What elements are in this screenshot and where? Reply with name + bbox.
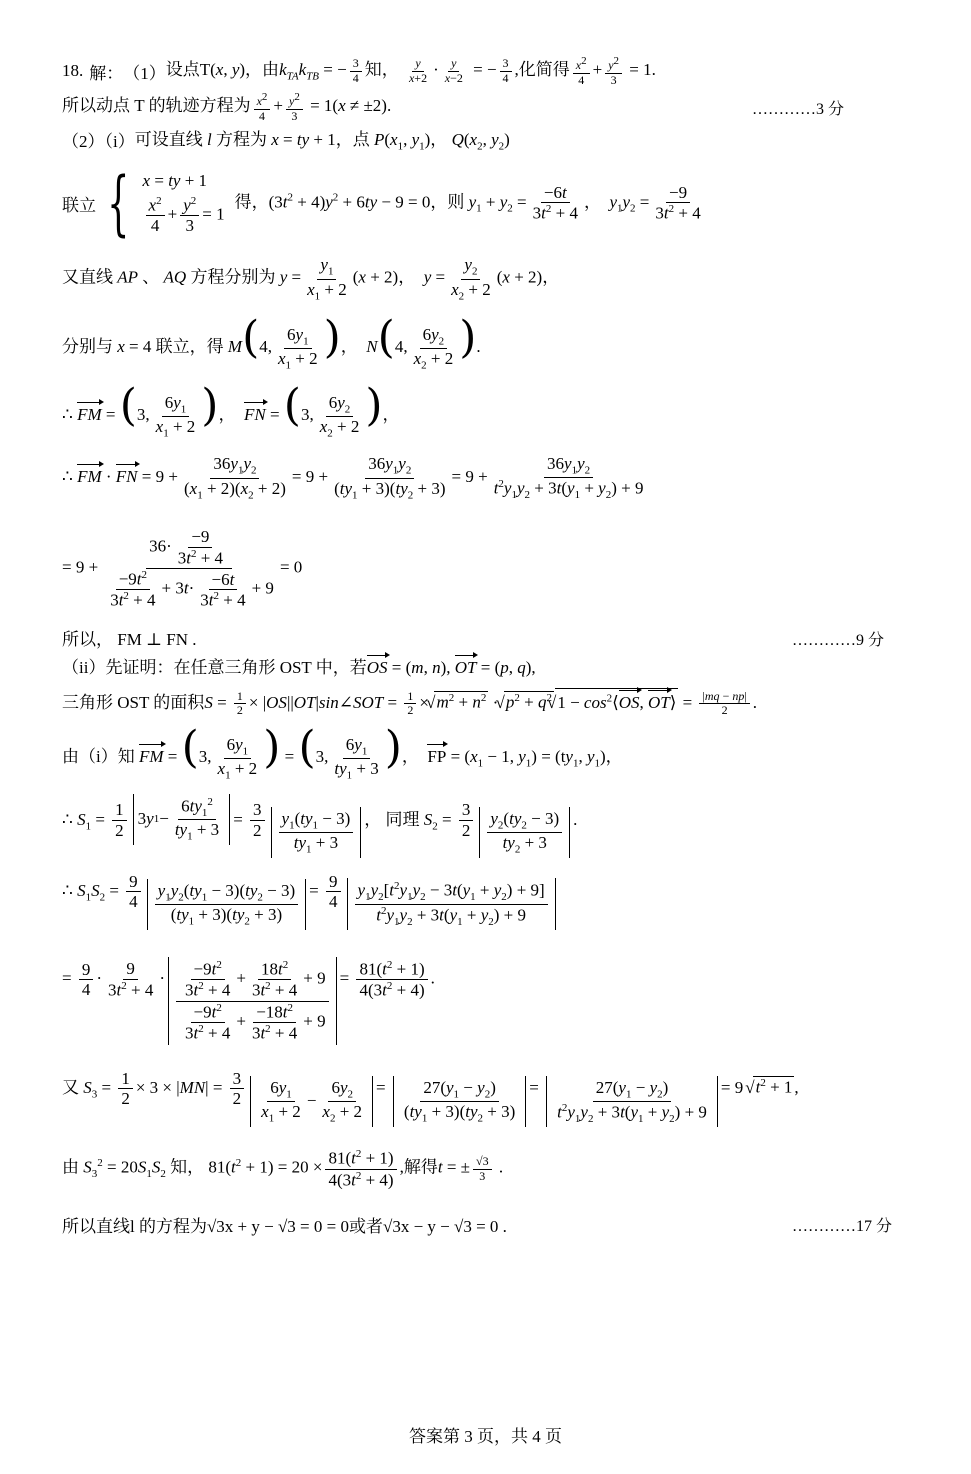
substitution-line: = 9 + 36· $\frac{-9}{3t^2 + 4}$ $\frac{-9t^2}{3t^2 + 4}$ + 3t· $\frac{-6t}{3t^2 + 4}$ + 9 = 0 xyxy=(62,527,303,611)
vectors-line: ∴ FM = (3, $\frac{6y_1}{x_1 + 2}$ )， FN = (3, $\frac{6y_2}{x_2 + 2}$ )， xyxy=(62,380,400,440)
mn-points-line: 分别与 x = 4 联立，得 M(4, $\frac{6y_1}{x_1 + 2}$ )， N(4, $\frac{6y_2}{x_2 + 2}$ ). xyxy=(62,312,481,372)
equation-system: x = ty + 1 $\frac{x^2}{4}$ + $\frac{y^2}{3}$ = 1 xyxy=(142,170,225,235)
s1s2b-line: = $\frac{9}{4}$ · $\frac{9}{3t^2 + 4}$ · $\frac{-9t^2}{3t^2 + 4}$ + $\frac{18t^2}{3t^2 + 4}$ + 9 $\frac{-9t^2}{3t^2 + 4}$ + $\frac{-18t^2}{3t^2 + 4}$ + 9 = $\frac{81(t^2 + 1)}{4(3t^2 + 4)}$ . xyxy=(62,946,435,1056)
from-part-i-line: 由（i）知 FM = (3, $\frac{6y_1}{x_1 + 2}$ ) = (3, $\frac{6y_1}{ty_1 + 3}$ )， FP = ($x_1 - 1$, $y_1) = (ty_1$, $y_1$)， xyxy=(62,722,623,782)
s1s2-line: ∴ $S_1S_2$ = $\frac{9}{4}$ $\frac{y_1y_2(ty_1 - 3)(ty_2 - 3)}{(ty_1 + 3)(ty_2 + 3)}$ = $\frac{9}{4}$ $\frac{y_1y_2[t^2y_1y_2 - 3t(y_1 + y_2) + 9]}{t^2y_1y_2 + 3t(y_1 + y_2) + 9}$ xyxy=(62,866,559,936)
page-footer: 答案第 3 页，共 4 页 xyxy=(409,1427,562,1446)
part1-conclusion: 所以动点 T 的轨迹方程为 $\frac{x^2}{4}$ + $\frac{y^2}{3}$ = 1(x ≠ ±2). xyxy=(62,90,392,123)
ap-aq-line: 又直线 AP 、 AQ 方程分别为 y = $\frac{y_1}{x_1 + 2}$ (x + 2)， y = $\frac{y_2}{x_2 + 2}$ (x + 2)， xyxy=(62,255,560,302)
combine-label: 联立 xyxy=(62,195,96,215)
part1-label: （1） xyxy=(123,63,166,83)
part3-label: （ii） xyxy=(62,657,106,677)
final-line: 所以直线l 的方程为√3x + y − √3 = 0 = 0或者√3x − y − √3 = 0 . xyxy=(62,1216,507,1236)
answer-label: 解： xyxy=(89,63,124,83)
perp-conclusion: 所以， FM ⊥ FN . xyxy=(62,629,197,649)
area-formula-line: 三角形 OST 的面积S = $\frac{1}{2}$ × |OS||OT|sin∠SOT = $\frac{1}{2}$ × √ $m^2 + n^2$ · √ $p^2 + q^2√$ $1 - \cos^2⟨OS$, OT⟩ = $\frac{|mq - np|}{2}$ . xyxy=(62,685,757,721)
lemma-line: （ii） 先证明：在任意三角形 OST 中，若OS = (m, n), OT = (p, q), xyxy=(62,652,536,678)
system-line: 联立 { x = ty + 1 $\frac{x^2}{4}$ + $\frac{y^2}{3}$ = 1 得，$(3t^2 + 4)y^2 + 6ty - 9 = 0$，则 $y_1 + y_2$ = $\frac{-6t}{3t^2 + 4}$ ， $y_1y_2$ = $\frac{-9}{3t^2 + 4}$ xyxy=(62,162,701,244)
solve-line: 由 $S_3^2 = 20S_1S_2$ 知， $81(t^2 + 1) = 20$ × $\frac{81(t^2 + 1)}{4(3t^2 + 4)}$ ,解得t = ± $\frac{√3}{3}$ . xyxy=(62,1148,504,1190)
s3-line: 又 $S_3$ = $\frac{1}{2}$ × 3 × |MN| = $\frac{3}{2}$ $\frac{6y_1}{x_1 + 2}$ − $\frac{6y_2}{x_2 + 2}$ = $\frac{27(y_1 - y_2)}{(ty_1 + 3)(ty_2 + 3)}$ = $\frac{27(y_1 - y_2)}{t^2y_1y_2 + 3t(y_1 + y_2) + 9}$ = 9√ $t^2 + 1$ , xyxy=(62,1068,799,1128)
score-17: …………17 分 xyxy=(792,1218,893,1235)
part2-label: （2）（i） xyxy=(62,131,135,151)
score-9: …………9 分 xyxy=(792,632,885,649)
score-3: …………3 分 xyxy=(752,101,845,118)
part1-setup: 设点T(x, y)，由$k_{TA}k_{TB}$ = − $\frac{3}{4}$ 知， $\frac{y}{x+2}$ · $\frac{y}{x-2}$ = − $\frac{3}{4}$ ,化简得 $\frac{x^2}{4}$ + $\frac{y^2}{3}$ = 1. xyxy=(165,54,656,87)
dot-product-line: ∴ FM · FN = 9 + $\frac{36y_1y_2}{(x_1 + 2)(x_2 + 2)}$ = 9 + $\frac{36y_1y_2}{(ty_1 + 3)(ty_2 + 3)}$ = 9 + $\frac{36y_1y_2}{t^2y_1y_2 + 3t(y_1 + y_2) + 9}$ xyxy=(62,454,644,502)
s1-line: ∴ $S_1$ = $\frac{1}{2}$ 3 y 1 − $\frac{6ty_1^2}{ty_1 + 3}$ = $\frac{3}{2}$ $\frac{y_1(ty_1 - 3)}{ty_1 + 3}$ ， 同理 $S_2$ = $\frac{3}{2}$ $\frac{y_2(ty_2 - 3)}{ty_2 + 3}$ . xyxy=(62,796,577,856)
part1-line xyxy=(62,56,656,86)
left-brace: { xyxy=(107,162,130,244)
problem-number: 18. xyxy=(62,61,84,80)
part2-setup-line: （2）（i） 可设直线 l 方程为 x = ty + 1，点 $P(x_1$, $y_1$)， $Q(x_2$, $y_2$) xyxy=(62,125,510,153)
